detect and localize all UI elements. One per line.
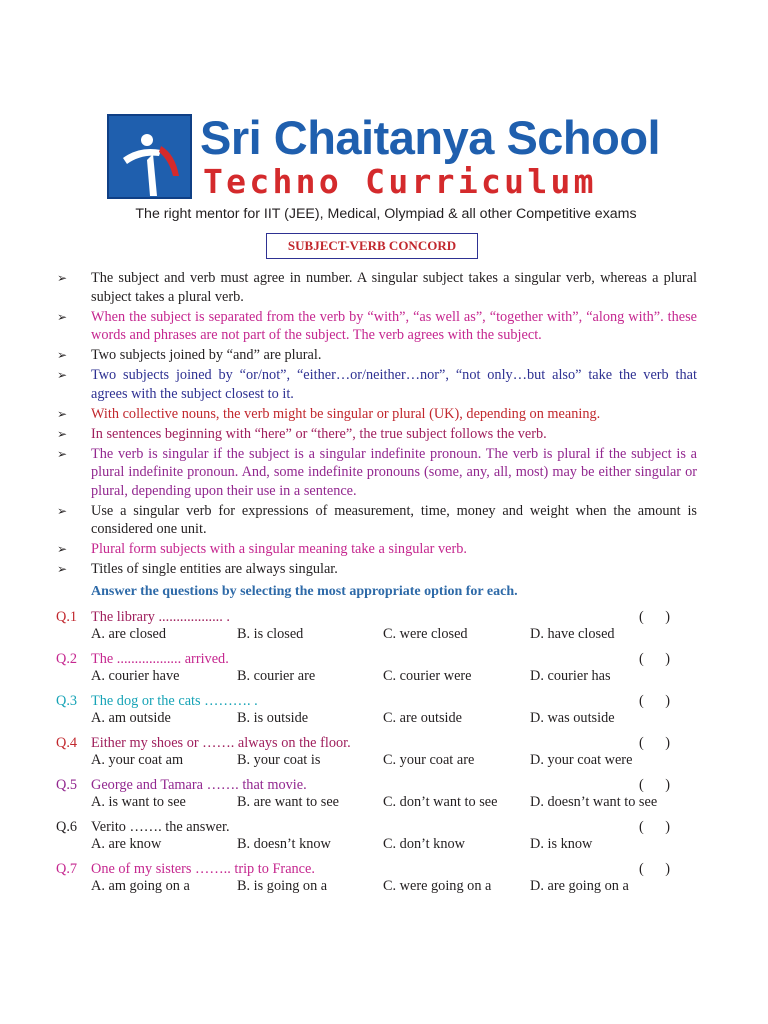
option-a: A. am going on a: [91, 878, 190, 894]
option-c: C. don’t want to see: [383, 794, 498, 810]
rule-item: ➢ Two subjects joined by “or/not”, “either…or/neither…nor”, “not only…but also” take the verb that agrees with the subject closest to it.: [57, 367, 697, 402]
option-b: B. is closed: [237, 626, 304, 642]
answer-bracket: ( ): [639, 735, 670, 751]
page-title: SUBJECT-VERB CONCORD: [266, 233, 478, 259]
arrow-bullet-icon: ➢: [57, 562, 68, 577]
option-a: A. are know: [91, 836, 162, 852]
question-number: Q.4: [56, 735, 78, 751]
option-b: B. your coat is: [237, 752, 321, 768]
arrow-bullet-icon: ➢: [57, 271, 68, 285]
rule-item: ➢ Titles of single entities are always singular.: [57, 561, 338, 578]
option-d: D. was outside: [530, 710, 615, 726]
school-logo: [107, 114, 192, 199]
question-number: Q.3: [56, 693, 78, 709]
arrow-bullet-icon: ➢: [57, 426, 68, 441]
question-number: Q.7: [56, 861, 78, 877]
option-c: C. were closed: [383, 626, 468, 642]
question-text: The library .................. .: [91, 609, 230, 625]
option-b: B. courier are: [237, 668, 316, 684]
arrow-bullet-icon: ➢: [57, 406, 68, 421]
option-d: D. doesn’t want to see: [530, 794, 658, 810]
answer-bracket: ( ): [639, 693, 670, 709]
answer-bracket: ( ): [639, 861, 670, 877]
question-item: [0, 609, 768, 653]
arrow-bullet-icon: ➢: [57, 368, 68, 383]
option-b: B. is outside: [237, 710, 309, 726]
option-a: A. am outside: [91, 710, 171, 726]
question-item: [0, 777, 768, 821]
option-d: D. is know: [530, 836, 593, 852]
question-item: [0, 693, 768, 737]
arrow-bullet-icon: ➢: [57, 309, 68, 324]
answer-bracket: ( ): [639, 651, 670, 667]
answer-bracket: ( ): [639, 777, 670, 793]
option-b: B. doesn’t know: [237, 836, 331, 852]
school-name: Sri Chaitanya School: [200, 111, 661, 164]
option-c: C. were going on a: [383, 878, 492, 894]
instruction-text: Answer the questions by selecting the most appropriate option for each.: [91, 584, 518, 599]
question-item: [0, 651, 768, 695]
option-b: B. is going on a: [237, 878, 328, 894]
rule-item: ➢ Two subjects joined by “and” are plural.: [57, 347, 322, 364]
question-item: [0, 861, 768, 905]
curriculum-name: Techno Curriculum: [203, 162, 597, 201]
option-c: C. courier were: [383, 668, 472, 684]
question-number: Q.1: [56, 609, 78, 625]
rule-item: ➢ Plural form subjects with a singular meaning take a singular verb.: [57, 541, 467, 558]
rule-item: ➢ The verb is singular if the subject is a singular indefinite pronoun. The verb is plural if the subject is a plural indefinite pronoun. And, some indefinite pronouns (some, any, all, most) may be either singular or plural, depending upon their use in a sentence.: [57, 445, 697, 499]
arrow-bullet-icon: ➢: [57, 503, 68, 518]
arrow-bullet-icon: ➢: [57, 446, 68, 461]
question-number: Q.6: [56, 819, 78, 835]
option-d: D. have closed: [530, 626, 615, 642]
option-c: C. your coat are: [383, 752, 475, 768]
option-d: D. your coat were: [530, 752, 633, 768]
option-a: A. your coat am: [91, 752, 184, 768]
arrow-bullet-icon: ➢: [57, 542, 68, 557]
question-text: Either my shoes or ……. always on the floor.: [91, 735, 351, 751]
arrow-bullet-icon: ➢: [57, 348, 68, 363]
rule-item: ➢ In sentences beginning with “here” or “there”, the true subject follows the verb.: [57, 425, 547, 442]
option-d: D. are going on a: [530, 878, 629, 894]
option-a: A. courier have: [91, 668, 180, 684]
answer-bracket: ( ): [639, 819, 670, 835]
question-text: One of my sisters …….. trip to France.: [91, 861, 315, 877]
question-number: Q.5: [56, 777, 78, 793]
rule-item: ➢ When the subject is separated from the verb by “with”, “as well as”, “together with”, “along with”. these words and phrases are not part of the subject. The verb agrees with the subject.: [57, 308, 697, 344]
rules-list: [57, 269, 697, 580]
option-a: A. is want to see: [91, 794, 186, 810]
option-d: D. courier has: [530, 668, 611, 684]
rule-item: ➢ The subject and verb must agree in number. A singular subject takes a singular verb, whereas a plural subject takes a plural verb.: [57, 270, 697, 305]
question-item: [0, 735, 768, 779]
rule-item: ➢ Use a singular verb for expressions of measurement, time, money and weight when the amount is considered one unit.: [57, 502, 697, 538]
tagline: The right mentor for IIT (JEE), Medical, Olympiad & all other Competitive exams: [135, 206, 637, 222]
question-number: Q.2: [56, 651, 78, 667]
question-text: The .................. arrived.: [91, 651, 229, 667]
rule-item: ➢ With collective nouns, the verb might be singular or plural (UK), depending on meaning.: [57, 405, 601, 422]
option-b: B. are want to see: [237, 794, 340, 810]
question-item: [0, 819, 768, 863]
answer-bracket: ( ): [639, 609, 670, 625]
option-c: C. are outside: [383, 710, 463, 726]
question-text: The dog or the cats ………. .: [91, 693, 258, 709]
question-text: George and Tamara ……. that movie.: [91, 777, 307, 793]
question-text: Verito ……. the answer.: [91, 819, 230, 835]
logo-emblem-icon: [109, 116, 190, 197]
option-c: C. don’t know: [383, 836, 465, 852]
option-a: A. are closed: [91, 626, 167, 642]
